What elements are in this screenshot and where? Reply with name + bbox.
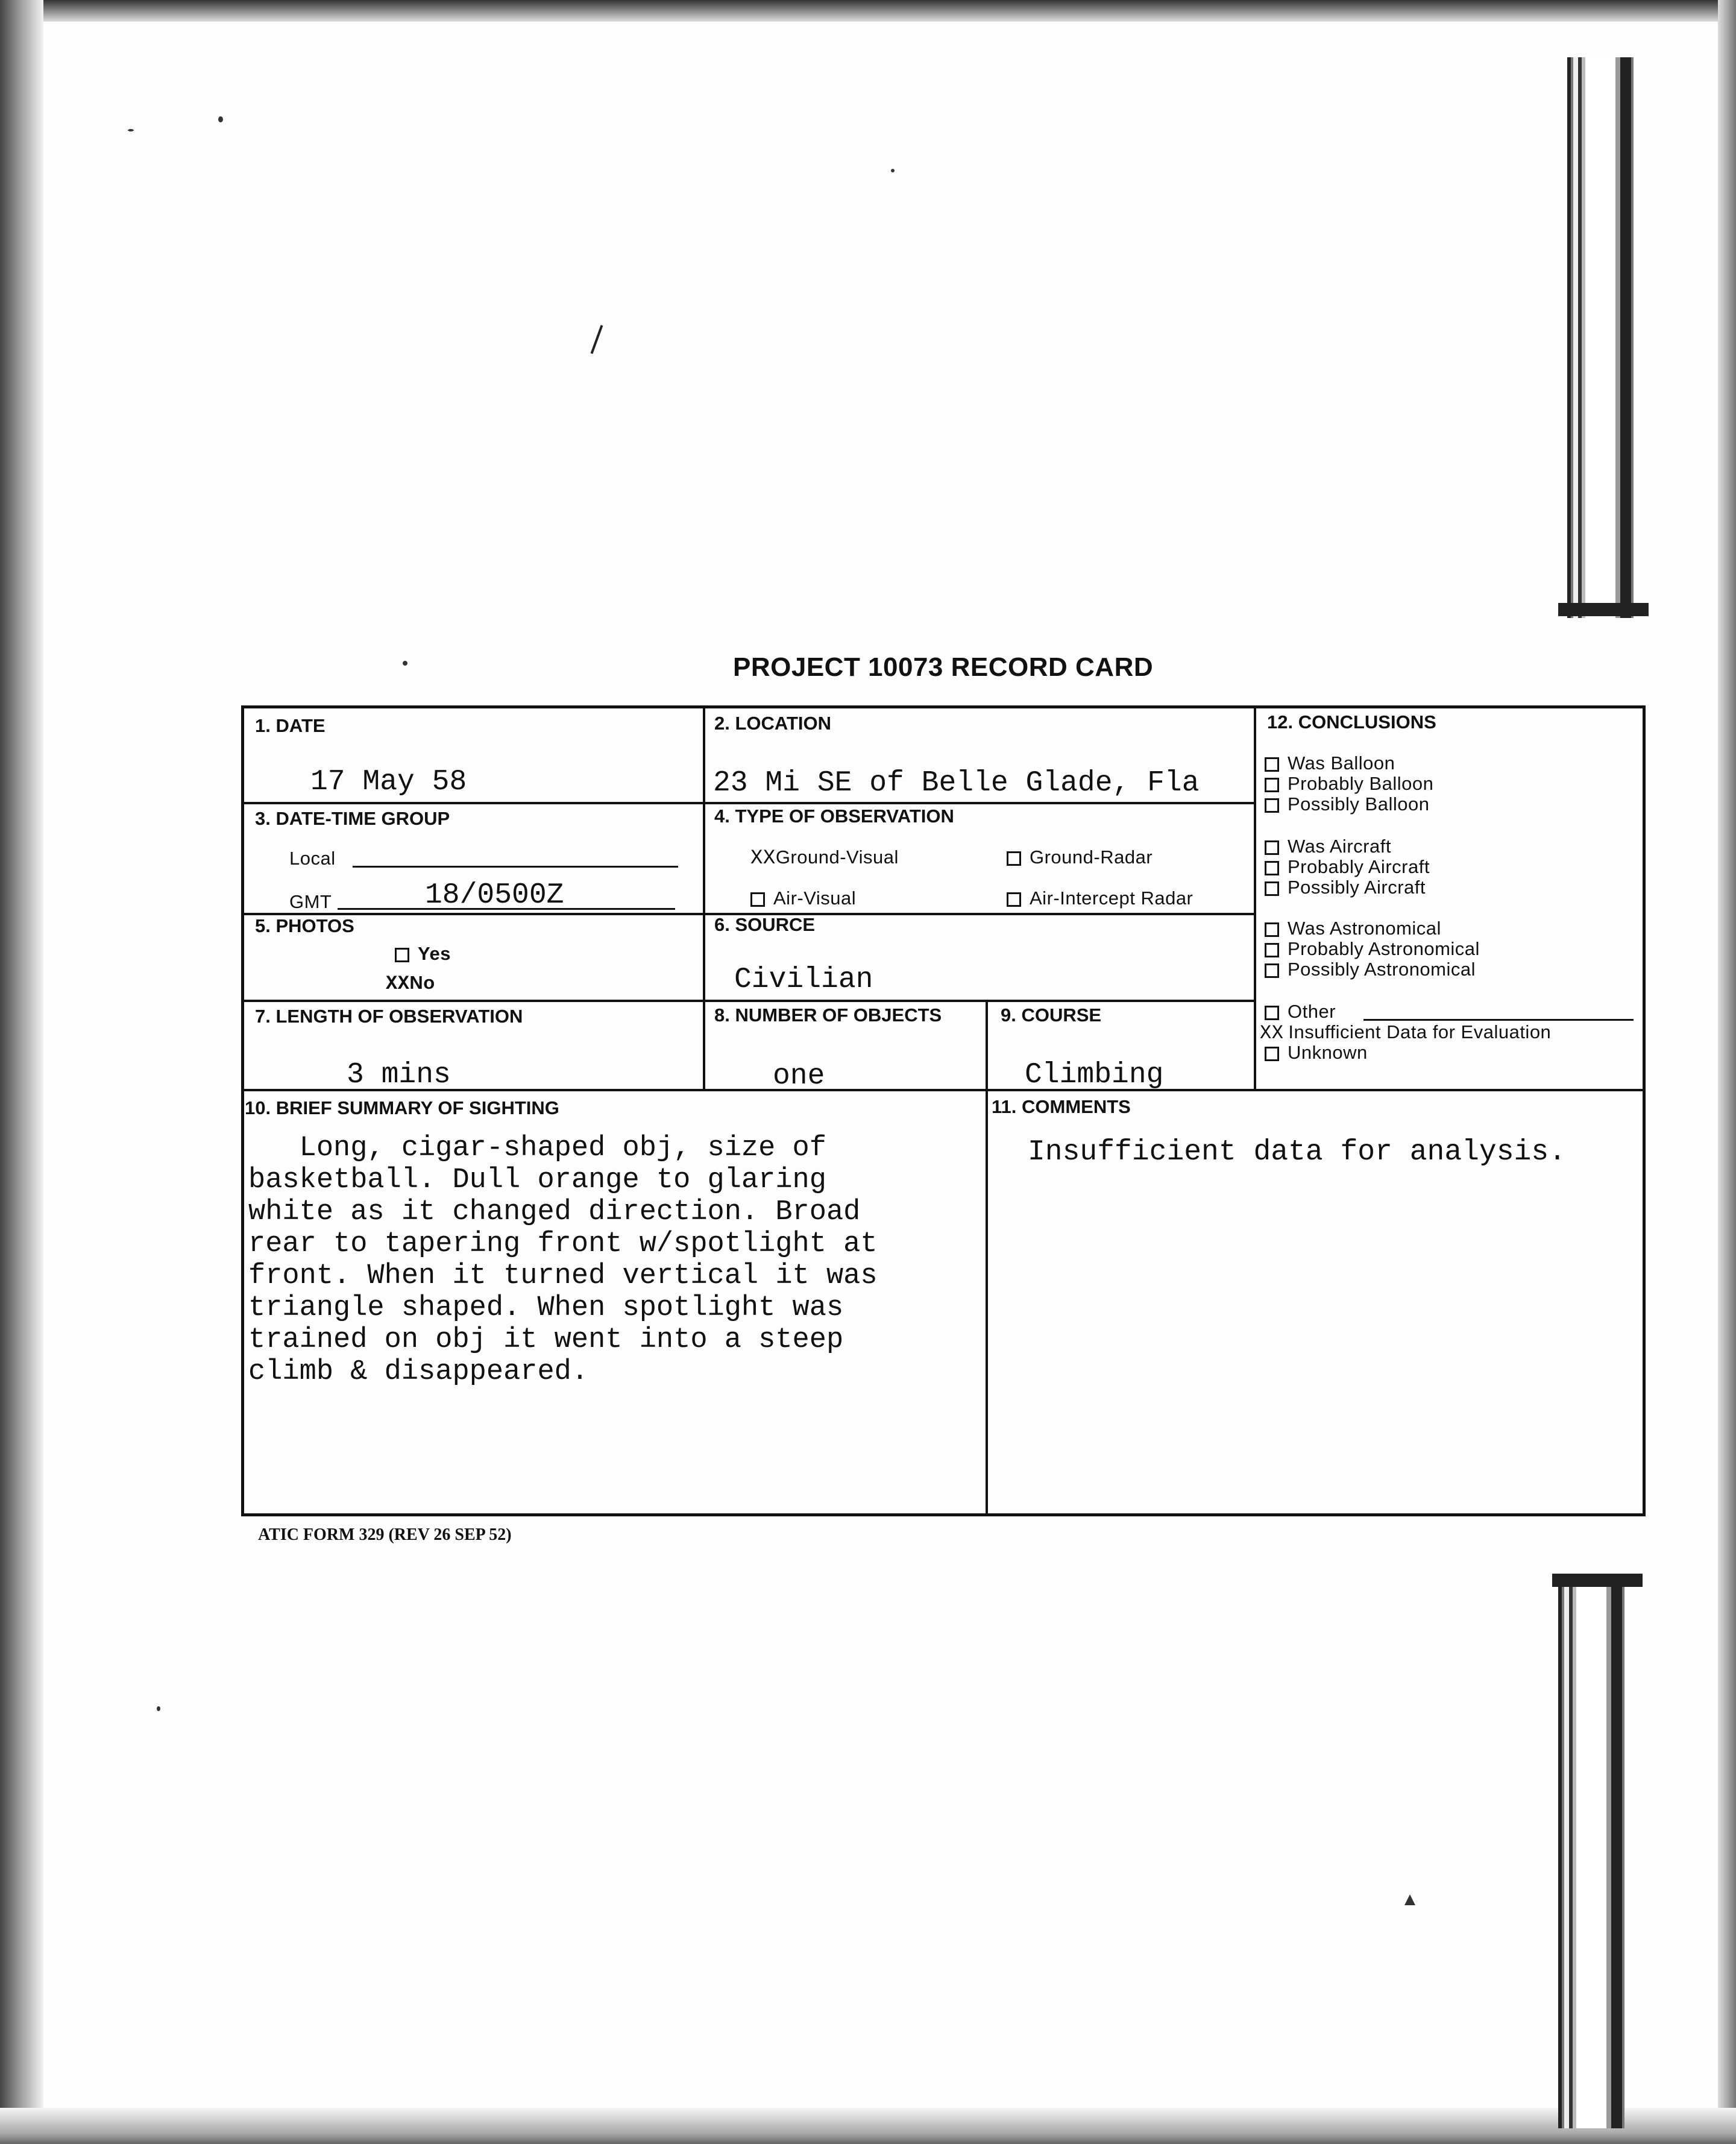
conclusion-possibly-aircraft [1265, 877, 1426, 898]
observation-air-visual [750, 888, 856, 909]
option-label: Probably Balloon [1288, 773, 1434, 794]
gmt-value: 18/0500Z [425, 879, 564, 912]
summary-line: basketball. Dull orange to glaring [248, 1164, 826, 1196]
local-time-label: Local [289, 848, 336, 869]
checkbox [1007, 851, 1021, 866]
film-strip-cap [1558, 603, 1649, 616]
conclusion-insufficient-data [1260, 1021, 1551, 1044]
checkbox [395, 948, 409, 962]
conclusion-probably-astronomical [1265, 938, 1480, 960]
conclusion-unknown [1265, 1042, 1368, 1064]
option-label: Possibly Balloon [1288, 793, 1430, 815]
source-value: Civilian [734, 963, 873, 996]
comments-label: 11. COMMENTS [992, 1096, 1131, 1117]
checkbox [1265, 922, 1279, 937]
option-label: Possibly Astronomical [1288, 959, 1476, 980]
summary-text [248, 1132, 996, 1388]
observation-ground-radar [1007, 847, 1153, 868]
divider [1254, 707, 1256, 1091]
divider [242, 1000, 1255, 1002]
option-label: Air-Visual [773, 888, 857, 909]
option-label: Possibly Aircraft [1288, 877, 1426, 898]
photos-yes [395, 943, 451, 965]
conclusion-possibly-astronomical [1265, 959, 1476, 980]
length-label: 7. LENGTH OF OBSERVATION [255, 1006, 523, 1027]
checkbox [1265, 963, 1279, 978]
scan-edge-top [0, 0, 1736, 22]
photos-label: 5. PHOTOS [255, 915, 354, 936]
checkbox [1265, 1006, 1279, 1020]
date-time-group-label: 3. DATE-TIME GROUP [255, 808, 450, 829]
option-label: Ground-Visual [775, 847, 899, 868]
conclusion-probably-balloon [1265, 773, 1433, 795]
checkbox [750, 892, 765, 907]
checkbox [1265, 840, 1279, 855]
divider [703, 707, 705, 1091]
observation-air-intercept-radar [1007, 888, 1193, 909]
checkbox [1007, 892, 1021, 907]
checkbox [1265, 757, 1279, 772]
summary-line: rear to tapering front w/spotlight at [248, 1228, 878, 1260]
scan-speck [128, 129, 134, 131]
conclusion-possibly-balloon [1265, 793, 1429, 815]
option-label: Probably Aircraft [1288, 856, 1430, 877]
conclusion-was-aircraft [1265, 836, 1391, 857]
option-label: Air-Intercept Radar [1030, 888, 1194, 909]
scan-edge-right [1718, 0, 1736, 2144]
observation-ground-visual [750, 847, 899, 870]
checkbox [1265, 881, 1279, 896]
option-label: Was Astronomical [1288, 918, 1441, 939]
scan-mark [591, 325, 603, 354]
location-label: 2. LOCATION [714, 713, 832, 734]
conclusion-other [1265, 1001, 1336, 1023]
option-label: Other [1288, 1001, 1336, 1022]
comments-value: Insufficient data for analysis. [1028, 1136, 1566, 1168]
option-label: Was Balloon [1288, 752, 1395, 774]
option-label: Ground-Radar [1030, 847, 1153, 868]
option-label: Yes [418, 943, 451, 964]
divider [242, 802, 1255, 804]
scan-speck [1404, 1894, 1415, 1905]
option-label: Was Aircraft [1288, 836, 1391, 857]
scan-edge-left [0, 0, 43, 2144]
conclusion-probably-aircraft [1265, 856, 1430, 878]
conclusions-label: 12. CONCLUSIONS [1267, 711, 1436, 733]
date-label: 1. DATE [255, 715, 326, 736]
course-value: Climbing [1025, 1059, 1164, 1091]
other-line [1363, 1019, 1634, 1021]
observation-type-label: 4. TYPE OF OBSERVATION [714, 806, 954, 827]
date-value: 17 May 58 [310, 766, 467, 798]
scan-speck [403, 661, 407, 666]
gmt-label: GMT [289, 891, 332, 912]
checkbox [1265, 798, 1279, 813]
summary-line: white as it changed direction. Broad [248, 1196, 861, 1228]
objects-label: 8. NUMBER OF OBJECTS [714, 1004, 942, 1026]
summary-line: front. When it turned vertical it was [248, 1260, 878, 1292]
course-label: 9. COURSE [1001, 1004, 1102, 1026]
summary-line: triangle shaped. When spotlight was [248, 1292, 844, 1324]
film-strip-top [1567, 57, 1634, 618]
summary-line: Long, cigar-shaped obj, size of [248, 1132, 826, 1164]
form-title: PROJECT 10073 RECORD CARD [733, 652, 1154, 682]
photos-no [386, 972, 435, 995]
option-label: Probably Astronomical [1288, 938, 1480, 959]
summary-line: trained on obj it went into a steep [248, 1324, 844, 1356]
summary-line: climb & disappeared. [248, 1356, 589, 1388]
scan-speck [218, 116, 223, 122]
check-mark: XX [1260, 1022, 1284, 1044]
scan-speck [157, 1706, 160, 1711]
local-time-line [353, 866, 678, 868]
check-mark: XX [750, 847, 776, 870]
option-label: Insufficient Data for Evaluation [1288, 1021, 1552, 1042]
checkbox [1265, 943, 1279, 957]
source-label: 6. SOURCE [714, 914, 816, 935]
film-strip-cap [1552, 1574, 1643, 1587]
objects-value: one [773, 1060, 825, 1092]
checkbox [1265, 1047, 1279, 1061]
scan-speck [891, 169, 895, 172]
conclusion-was-astronomical [1265, 918, 1441, 939]
form-footer: ATIC FORM 329 (REV 26 SEP 52) [258, 1525, 512, 1544]
location-value: 23 Mi SE of Belle Glade, Fla [713, 767, 1200, 799]
option-label: No [409, 972, 435, 993]
check-mark: XX [386, 973, 410, 995]
length-value: 3 mins [347, 1059, 451, 1091]
checkbox [1265, 778, 1279, 792]
scan-edge-bottom [0, 2108, 1736, 2144]
divider [242, 1089, 1644, 1091]
conclusion-was-balloon [1265, 752, 1395, 774]
summary-label: 10. BRIEF SUMMARY OF SIGHTING [245, 1097, 559, 1118]
option-label: Unknown [1288, 1042, 1368, 1063]
checkbox [1265, 861, 1279, 875]
film-strip-bottom [1558, 1574, 1624, 2128]
